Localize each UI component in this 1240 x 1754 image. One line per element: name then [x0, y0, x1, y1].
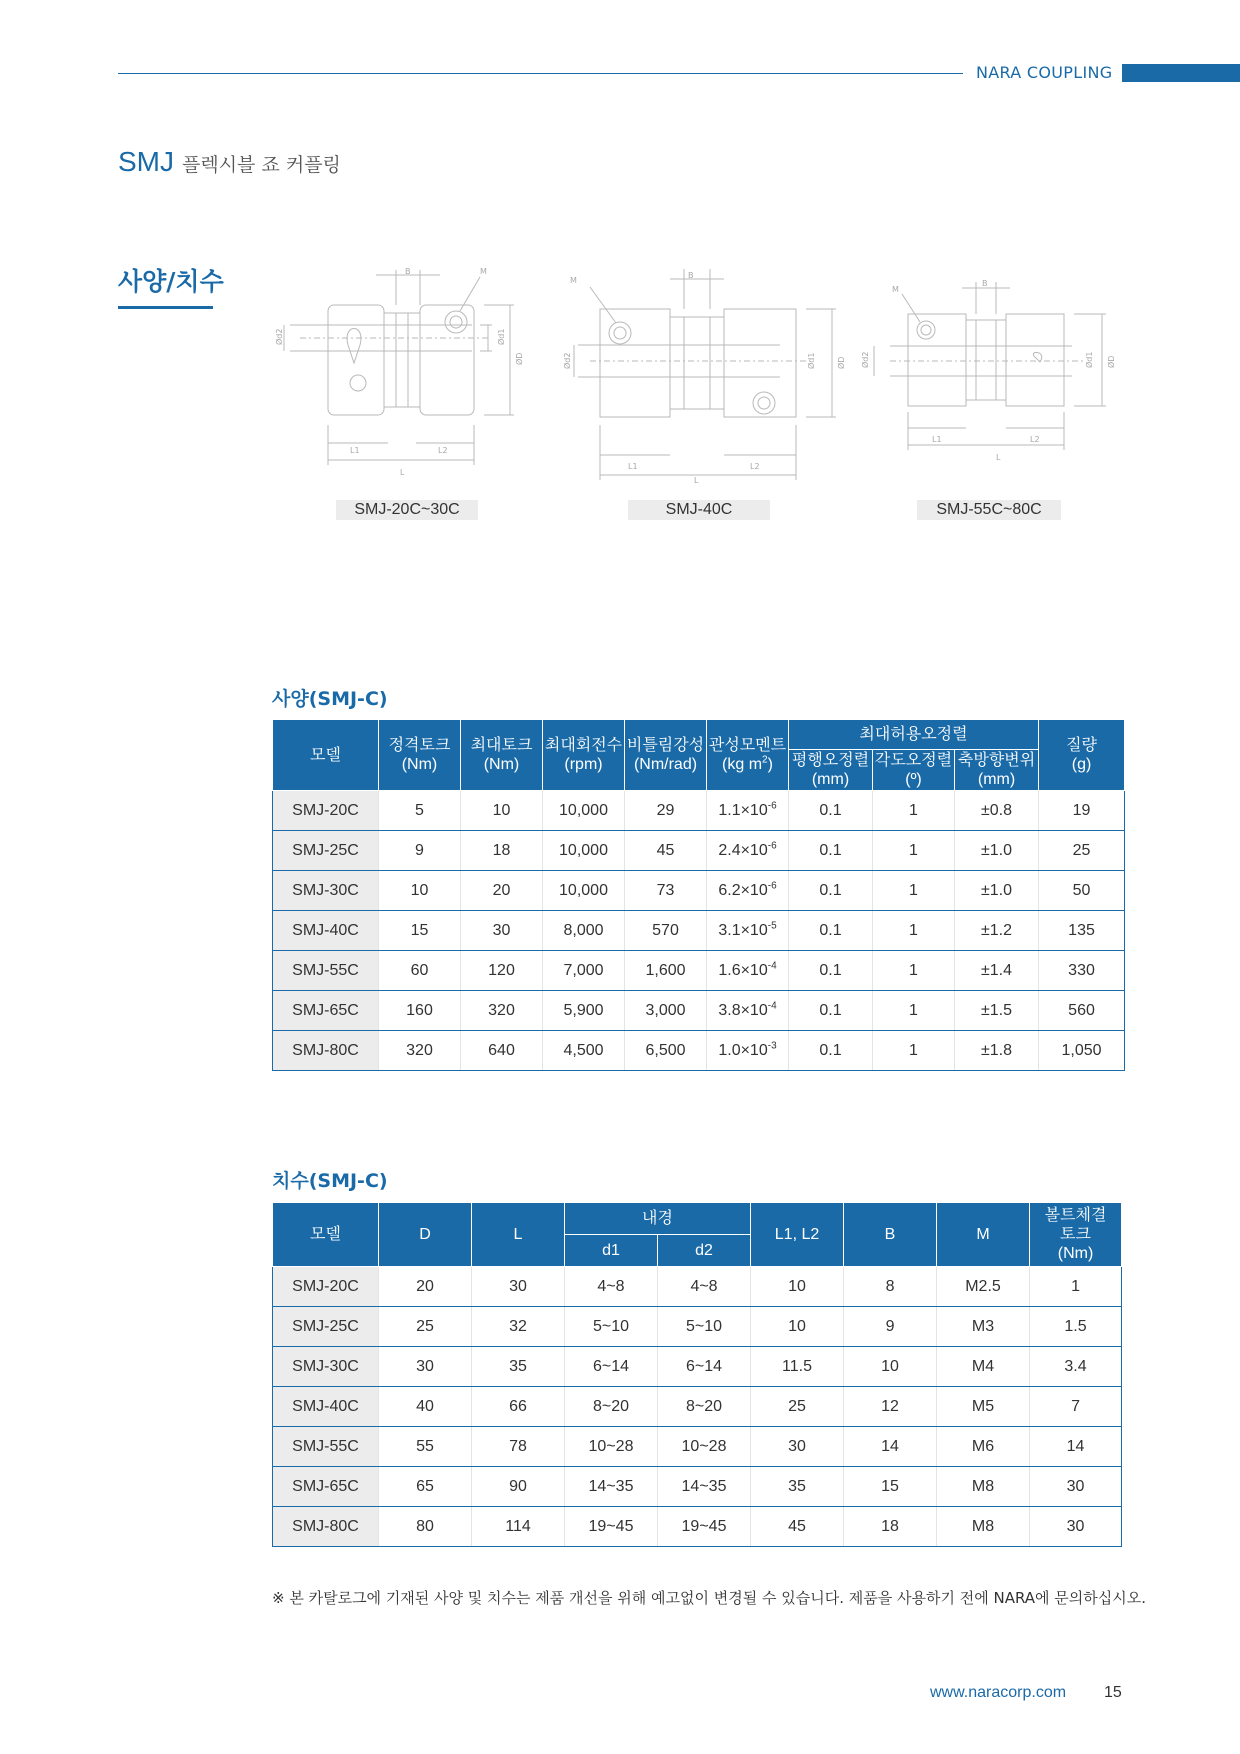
cell-stiff: 3,000	[625, 991, 707, 1031]
cell-D: 20	[379, 1267, 472, 1307]
cell-max: 10	[461, 791, 543, 831]
cell-inertia: $1.6\times 10^{-4}$	[707, 951, 789, 991]
cell-max: 640	[461, 1031, 543, 1071]
col-L1L2: L1, L2	[751, 1203, 844, 1267]
cell-B: 18	[844, 1507, 937, 1547]
cell-B: 15	[844, 1467, 937, 1507]
dim-L2: L2	[1030, 435, 1040, 444]
cell-mass: 19	[1039, 791, 1125, 831]
cell-L1L2: 45	[751, 1507, 844, 1547]
spec-table-title: 사양(SMJ-C)	[272, 688, 388, 710]
cell-torque: 14	[1030, 1427, 1122, 1467]
dim-L: L	[400, 468, 405, 477]
cell-model: SMJ-30C	[273, 1347, 379, 1387]
cell-angular: 1	[873, 791, 955, 831]
col-B: B	[844, 1203, 937, 1267]
cell-inertia: $3.8\times 10^{-4}$	[707, 991, 789, 1031]
cell-torque: 7	[1030, 1387, 1122, 1427]
cell-d1: 6~14	[565, 1347, 658, 1387]
drawing-smj-55c-80c	[850, 280, 1130, 470]
cell-D: 30	[379, 1347, 472, 1387]
cell-model: SMJ-80C	[273, 1031, 379, 1071]
col-angular: 각도오정렬 (º)	[873, 750, 955, 791]
dim-L1: L1	[628, 462, 638, 471]
cell-mass: 330	[1039, 951, 1125, 991]
cell-D: 25	[379, 1307, 472, 1347]
cell-d2: 4~8	[658, 1267, 751, 1307]
dim-table-title: 치수(SMJ-C)	[272, 1170, 388, 1192]
spec-table	[272, 719, 1125, 1071]
col-bore: 내경	[565, 1203, 751, 1235]
dim-L2: L2	[750, 462, 760, 471]
col-mass: 질량 (g)	[1039, 720, 1125, 791]
cell-L: 114	[472, 1507, 565, 1547]
cell-model: SMJ-80C	[273, 1507, 379, 1547]
cell-L: 35	[472, 1347, 565, 1387]
cell-rated: 9	[379, 831, 461, 871]
cell-axial: ±1.5	[955, 991, 1039, 1031]
cell-max: 18	[461, 831, 543, 871]
cell-axial: ±1.0	[955, 871, 1039, 911]
cell-rpm: 7,000	[543, 951, 625, 991]
cell-d1: 4~8	[565, 1267, 658, 1307]
cell-angular: 1	[873, 871, 955, 911]
table-row	[273, 1031, 1125, 1071]
col-M: M	[937, 1203, 1030, 1267]
cell-parallel: 0.1	[789, 991, 873, 1031]
table-row	[273, 1507, 1122, 1547]
drawing-smj-20c-30c	[270, 265, 550, 485]
cell-parallel: 0.1	[789, 871, 873, 911]
cell-axial: ±1.0	[955, 831, 1039, 871]
cell-rated: 60	[379, 951, 461, 991]
cell-d2: 8~20	[658, 1387, 751, 1427]
cell-angular: 1	[873, 911, 955, 951]
cell-rpm: 8,000	[543, 911, 625, 951]
caption-smj-55c-80c: SMJ-55C~80C	[917, 500, 1061, 520]
table-row	[273, 911, 1125, 951]
cell-d2: 5~10	[658, 1307, 751, 1347]
col-misalignment: 최대허용오정렬	[789, 720, 1039, 750]
dim-L1: L1	[932, 435, 942, 444]
cell-model: SMJ-40C	[273, 911, 379, 951]
caption-smj-40c: SMJ-40C	[628, 500, 770, 520]
cell-mass: 1,050	[1039, 1031, 1125, 1071]
cell-model: SMJ-25C	[273, 831, 379, 871]
col-model: 모델	[273, 720, 379, 791]
cell-d2: 14~35	[658, 1467, 751, 1507]
table-row	[273, 1387, 1122, 1427]
cell-D: 40	[379, 1387, 472, 1427]
cell-stiff: 1,600	[625, 951, 707, 991]
table-row	[273, 991, 1125, 1031]
cell-rated: 160	[379, 991, 461, 1031]
cell-model: SMJ-30C	[273, 871, 379, 911]
cell-B: 8	[844, 1267, 937, 1307]
brand-label: NARA COUPLING	[976, 63, 1113, 82]
cell-rated: 10	[379, 871, 461, 911]
section-underline	[118, 306, 213, 309]
cell-torque: 30	[1030, 1467, 1122, 1507]
col-L: L	[472, 1203, 565, 1267]
table-row	[273, 1427, 1122, 1467]
cell-mass: 50	[1039, 871, 1125, 911]
col-d2: d2	[658, 1235, 751, 1267]
cell-angular: 1	[873, 831, 955, 871]
cell-rpm: 10,000	[543, 871, 625, 911]
dim-table	[272, 1202, 1122, 1547]
cell-B: 9	[844, 1307, 937, 1347]
cell-D: 80	[379, 1507, 472, 1547]
cell-L1L2: 10	[751, 1307, 844, 1347]
cell-max: 30	[461, 911, 543, 951]
dim-d2: Ød2	[563, 352, 572, 369]
cell-d2: 10~28	[658, 1427, 751, 1467]
cell-L1L2: 35	[751, 1467, 844, 1507]
dim-d1: Ød1	[1085, 351, 1094, 368]
page-number: 15	[1104, 1684, 1122, 1701]
cell-model: SMJ-20C	[273, 1267, 379, 1307]
dim-M: M	[892, 285, 899, 294]
col-d1: d1	[565, 1235, 658, 1267]
cell-stiff: 6,500	[625, 1031, 707, 1071]
cell-rpm: 5,900	[543, 991, 625, 1031]
product-code: SMJ	[118, 146, 174, 177]
cell-B: 14	[844, 1427, 937, 1467]
cell-parallel: 0.1	[789, 951, 873, 991]
dim-M: M	[480, 267, 487, 276]
table-row	[273, 871, 1125, 911]
cell-d1: 10~28	[565, 1427, 658, 1467]
cell-axial: ±0.8	[955, 791, 1039, 831]
col-axial: 축방향변위 (mm)	[955, 750, 1039, 791]
dim-L2: L2	[438, 446, 448, 455]
dim-d1: Ød1	[807, 352, 816, 369]
cell-inertia: $1.1\times 10^{-6}$	[707, 791, 789, 831]
cell-d1: 19~45	[565, 1507, 658, 1547]
cell-M: M3	[937, 1307, 1030, 1347]
product-name: 플렉시블 죠 커플링	[182, 154, 341, 176]
cell-d1: 5~10	[565, 1307, 658, 1347]
table-row	[273, 1467, 1122, 1507]
footer-url[interactable]: www.naracorp.com	[930, 1684, 1067, 1701]
col-parallel: 평행오정렬 (mm)	[789, 750, 873, 791]
cell-M: M2.5	[937, 1267, 1030, 1307]
dim-L: L	[694, 476, 699, 485]
cell-B: 12	[844, 1387, 937, 1427]
col-max-speed: 최대회전수 (rpm)	[543, 720, 625, 791]
cell-torque: 1.5	[1030, 1307, 1122, 1347]
cell-max: 120	[461, 951, 543, 991]
table-row	[273, 831, 1125, 871]
dim-d2: Ød2	[275, 328, 284, 345]
cell-model: SMJ-25C	[273, 1307, 379, 1347]
cell-torque: 1	[1030, 1267, 1122, 1307]
cell-L1L2: 10	[751, 1267, 844, 1307]
cell-D: 65	[379, 1467, 472, 1507]
section-heading: 사양/치수	[118, 267, 224, 296]
dim-D: ØD	[837, 356, 846, 369]
dim-B: B	[688, 271, 694, 280]
cell-d2: 19~45	[658, 1507, 751, 1547]
col-max-torque: 최대토크 (Nm)	[461, 720, 543, 791]
col-D: D	[379, 1203, 472, 1267]
dim-d2: Ød2	[861, 351, 870, 368]
col-rated-torque: 정격토크 (Nm)	[379, 720, 461, 791]
footnote: ※ 본 카탈로그에 기재된 사양 및 치수는 제품 개선을 위해 예고없이 변경될 수 있습니다. 제품을 사용하기 전에 NARA에 문의하십시오.	[272, 1589, 1146, 1607]
cell-M: M4	[937, 1347, 1030, 1387]
drawing-smj-40c	[560, 265, 860, 485]
cell-rated: 320	[379, 1031, 461, 1071]
col-bolt-torque: 볼트체결 토크 (Nm)	[1030, 1203, 1122, 1267]
dim-B: B	[405, 267, 411, 276]
col-inertia: 관성모멘트 (kg $m^2$)	[707, 720, 789, 791]
cell-D: 55	[379, 1427, 472, 1467]
cell-L1L2: 30	[751, 1427, 844, 1467]
cell-max: 320	[461, 991, 543, 1031]
cell-angular: 1	[873, 951, 955, 991]
dim-L: L	[996, 453, 1001, 462]
table-row	[273, 951, 1125, 991]
col-model: 모델	[273, 1203, 379, 1267]
cell-L1L2: 25	[751, 1387, 844, 1427]
cell-stiff: 29	[625, 791, 707, 831]
cell-axial: ±1.4	[955, 951, 1039, 991]
cell-model: SMJ-40C	[273, 1387, 379, 1427]
caption-smj-20c-30c: SMJ-20C~30C	[336, 500, 478, 520]
cell-inertia: $6.2\times 10^{-6}$	[707, 871, 789, 911]
cell-M: M8	[937, 1467, 1030, 1507]
cell-angular: 1	[873, 991, 955, 1031]
cell-mass: 135	[1039, 911, 1125, 951]
cell-M: M6	[937, 1427, 1030, 1467]
header-rule	[118, 73, 963, 74]
cell-L: 90	[472, 1467, 565, 1507]
cell-max: 20	[461, 871, 543, 911]
cell-parallel: 0.1	[789, 791, 873, 831]
cell-parallel: 0.1	[789, 831, 873, 871]
cell-d2: 6~14	[658, 1347, 751, 1387]
cell-rpm: 4,500	[543, 1031, 625, 1071]
cell-model: SMJ-20C	[273, 791, 379, 831]
cell-B: 10	[844, 1347, 937, 1387]
dim-D: ØD	[1107, 355, 1116, 368]
cell-rpm: 10,000	[543, 831, 625, 871]
cell-M: M5	[937, 1387, 1030, 1427]
cell-model: SMJ-65C	[273, 991, 379, 1031]
cell-M: M8	[937, 1507, 1030, 1547]
cell-rpm: 10,000	[543, 791, 625, 831]
cell-d1: 14~35	[565, 1467, 658, 1507]
dim-B: B	[982, 280, 988, 288]
cell-stiff: 73	[625, 871, 707, 911]
cell-d1: 8~20	[565, 1387, 658, 1427]
cell-torque: 3.4	[1030, 1347, 1122, 1387]
cell-stiff: 570	[625, 911, 707, 951]
cell-inertia: $3.1\times 10^{-5}$	[707, 911, 789, 951]
cell-model: SMJ-55C	[273, 1427, 379, 1467]
cell-mass: 560	[1039, 991, 1125, 1031]
table-row	[273, 1267, 1122, 1307]
brand-bar	[1122, 64, 1240, 82]
dim-L1: L1	[350, 446, 360, 455]
dim-M: M	[570, 276, 577, 285]
cell-L: 66	[472, 1387, 565, 1427]
cell-L: 78	[472, 1427, 565, 1467]
cell-inertia: $2.4\times 10^{-6}$	[707, 831, 789, 871]
cell-axial: ±1.2	[955, 911, 1039, 951]
dim-d1: Ød1	[497, 328, 506, 345]
cell-L: 30	[472, 1267, 565, 1307]
cell-rated: 15	[379, 911, 461, 951]
cell-torque: 30	[1030, 1507, 1122, 1547]
dim-D: ØD	[515, 352, 524, 365]
table-row	[273, 1347, 1122, 1387]
cell-inertia: $1.0\times 10^{-3}$	[707, 1031, 789, 1071]
cell-axial: ±1.8	[955, 1031, 1039, 1071]
cell-model: SMJ-55C	[273, 951, 379, 991]
table-row	[273, 791, 1125, 831]
page-title	[118, 146, 341, 178]
cell-stiff: 45	[625, 831, 707, 871]
cell-parallel: 0.1	[789, 911, 873, 951]
col-stiffness: 비틀림강성 (Nm/rad)	[625, 720, 707, 791]
table-row	[273, 1307, 1122, 1347]
cell-L: 32	[472, 1307, 565, 1347]
cell-L1L2: 11.5	[751, 1347, 844, 1387]
cell-rated: 5	[379, 791, 461, 831]
cell-model: SMJ-65C	[273, 1467, 379, 1507]
cell-mass: 25	[1039, 831, 1125, 871]
cell-parallel: 0.1	[789, 1031, 873, 1071]
cell-angular: 1	[873, 1031, 955, 1071]
